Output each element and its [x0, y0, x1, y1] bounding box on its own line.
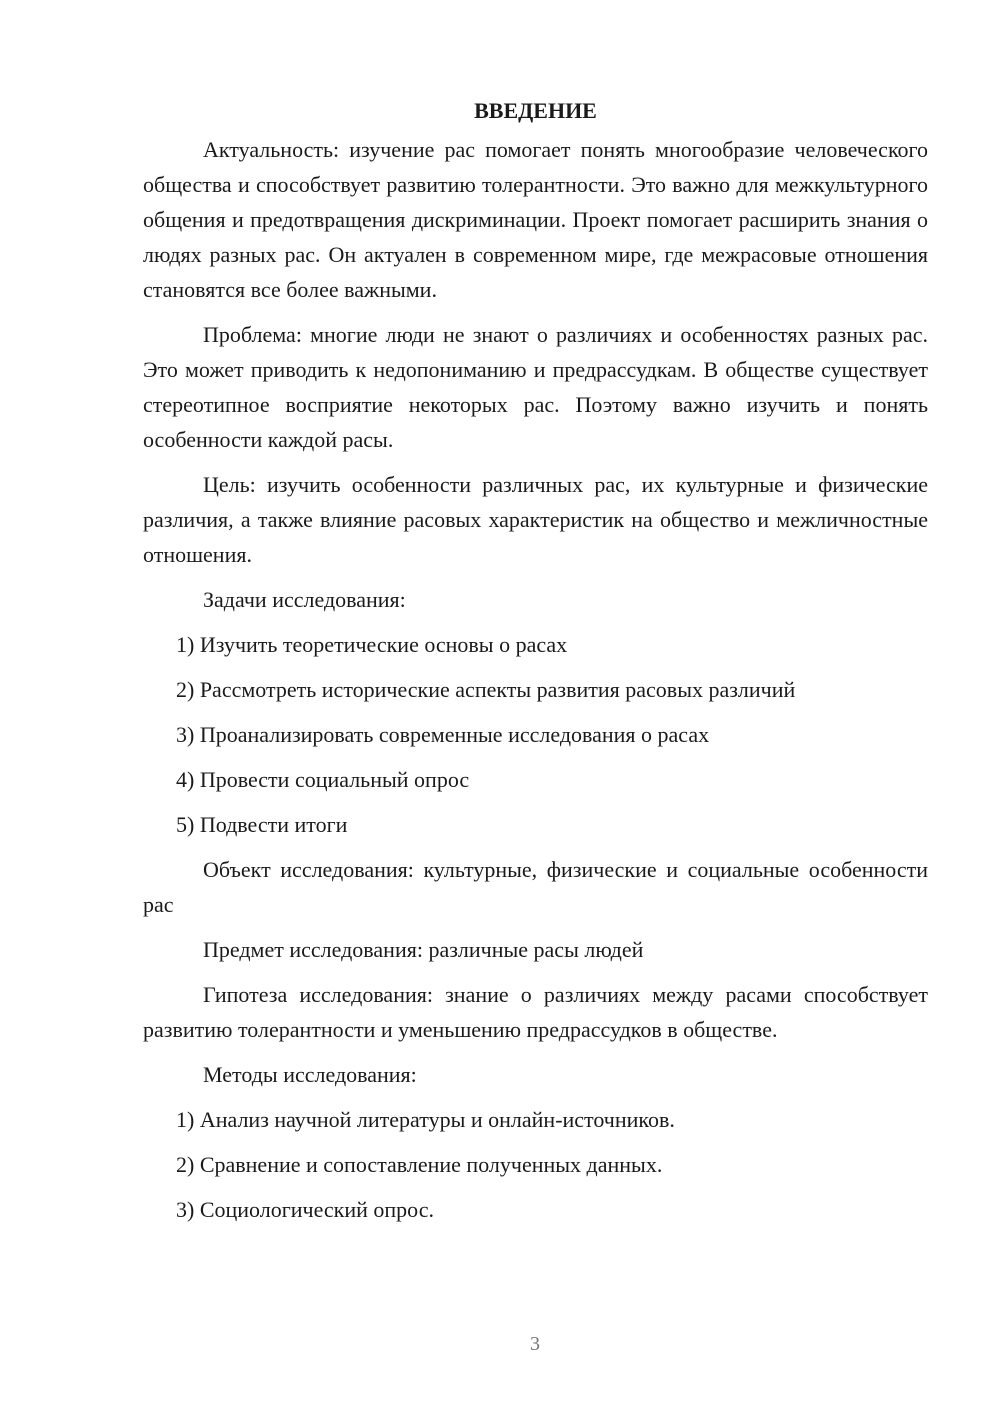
relevance-paragraph: Актуальность: изучение рас помогает понять многообразие человеческого общества и способствует развитию толерантности. Это важно для межкультурного общения и предотвращения дискриминации. Проект помогает расширить знания о людях разных рас. Он актуален в современном мире, где межрасовые отношения становятся все более важными.: [143, 137, 928, 302]
list-item: 3) Проанализировать современные исследования о расах: [176, 722, 710, 747]
list-item: 3) Социологический опрос.: [176, 1197, 434, 1222]
page-number: 3: [530, 1333, 540, 1355]
object-paragraph: Объект исследования: культурные, физические и социальные особенности рас: [143, 857, 928, 917]
list-item: 5) Подвести итоги: [176, 812, 348, 837]
list-item: 2) Сравнение и сопоставление полученных данных.: [176, 1152, 663, 1177]
goal-paragraph: Цель: изучить особенности различных рас, их культурные и физические различия, а также влияние расовых характеристик на общество и межличностные отношения.: [143, 472, 928, 567]
tasks-heading: Задачи исследования:: [203, 587, 406, 612]
list-item: 1) Анализ научной литературы и онлайн-источников.: [176, 1107, 675, 1132]
page-title: ВВЕДЕНИЕ: [474, 98, 597, 123]
document-page: [143, 95, 928, 1237]
subject-paragraph: Предмет исследования: различные расы людей: [203, 937, 644, 962]
list-item: 4) Провести социальный опрос: [176, 767, 470, 792]
list-item: 2) Рассмотреть исторические аспекты развития расовых различий: [176, 677, 796, 702]
list-item: 1) Изучить теоретические основы о расах: [176, 632, 568, 657]
hypothesis-paragraph: Гипотеза исследования: знание о различиях между расами способствует развитию толерантности и уменьшению предрассудков в обществе.: [143, 982, 928, 1042]
methods-heading: Методы исследования:: [203, 1062, 417, 1087]
problem-paragraph: Проблема: многие люди не знают о различиях и особенностях разных рас. Это может приводить к недопониманию и предрассудкам. В обществе существует стереотипное восприятие некоторых рас. Поэтому важно изучить и понять особенности каждой расы.: [143, 322, 928, 452]
